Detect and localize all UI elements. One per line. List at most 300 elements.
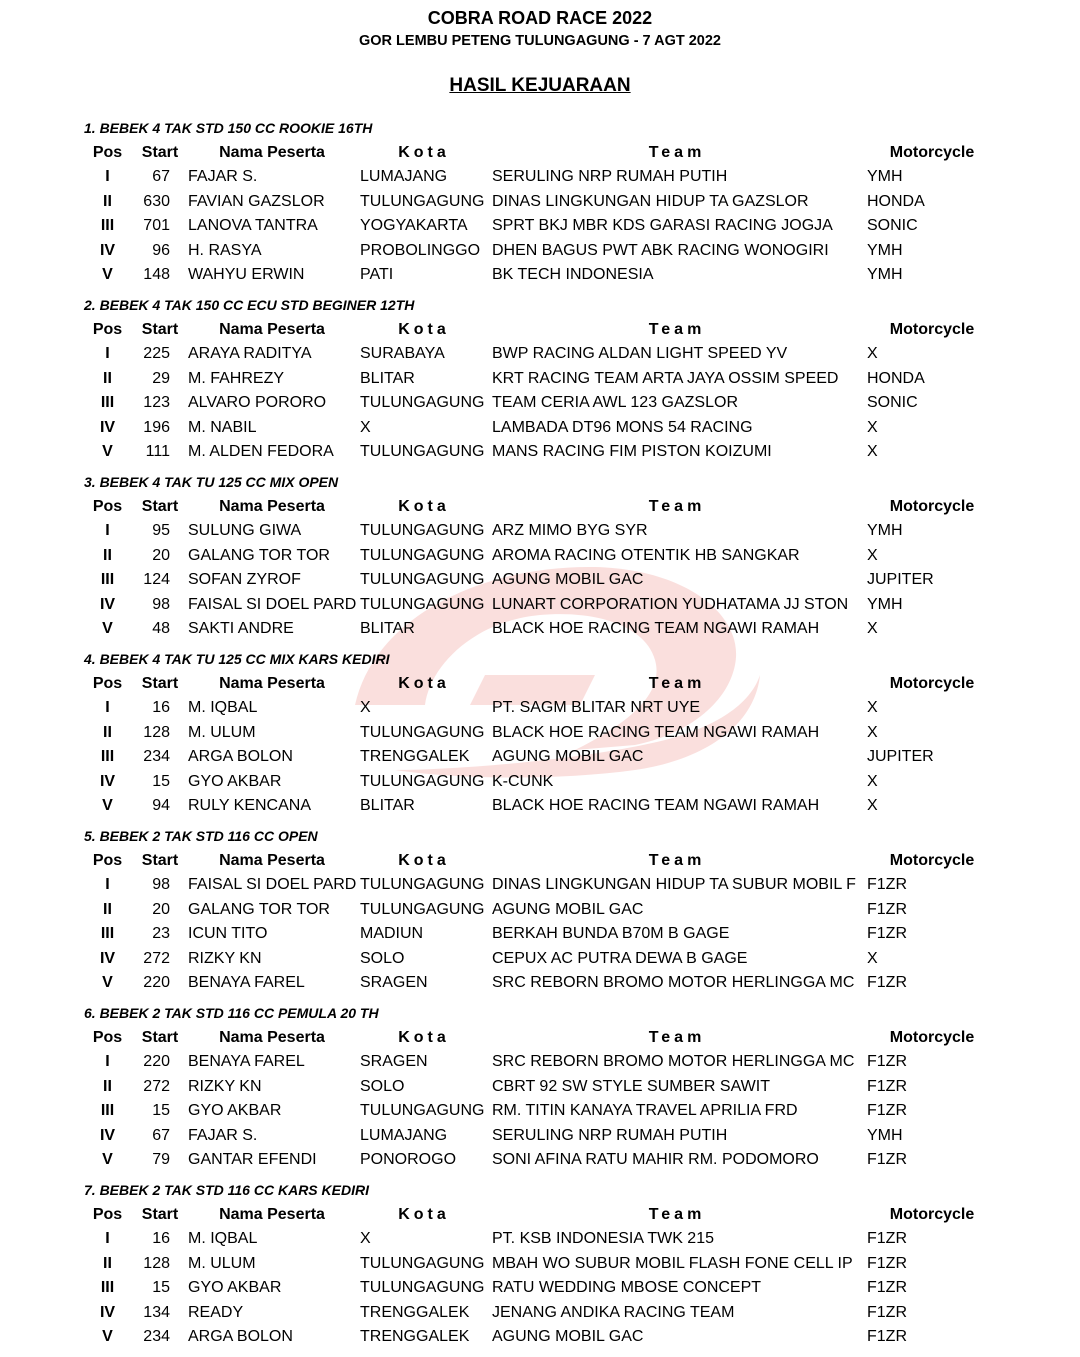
table-row	[0, 165, 1080, 189]
cell-start: 196	[143, 418, 170, 436]
cell-team: SONI AFINA RATU MAHIR RM. PODOMORO	[492, 1151, 819, 1168]
column-header-name: Nama Peserta	[219, 144, 325, 161]
cell-moto: X	[867, 949, 878, 967]
category-title: 1. BEBEK 4 TAK STD 150 CC ROOKIE 16TH	[84, 120, 373, 136]
cell-name: M. IQBAL	[188, 699, 258, 716]
cell-name: ALVARO PORORO	[188, 394, 327, 411]
table-row	[0, 794, 1080, 818]
cell-pos: III	[100, 925, 115, 942]
column-header-team: Team	[648, 144, 706, 161]
cell-team: PT. KSB INDONESIA TWK 215	[492, 1230, 714, 1247]
cell-team: BLACK HOE RACING TEAM NGAWI RAMAH	[492, 797, 820, 814]
race-category-section	[0, 1003, 1080, 1180]
table-row	[0, 721, 1080, 745]
cell-moto: F1ZR	[867, 900, 907, 918]
cell-pos: III	[100, 217, 115, 234]
cell-kota: TULUNGAGUNG	[360, 1254, 485, 1272]
cell-name: BENAYA FAREL	[188, 974, 305, 991]
cell-name: M. ALDEN FEDORA	[188, 443, 334, 460]
column-header-team: Team	[648, 321, 706, 338]
cell-name: GANTAR EFENDI	[188, 1151, 317, 1168]
cell-name: GYO AKBAR	[188, 1279, 282, 1296]
cell-kota: TRENGGALEK	[360, 1303, 470, 1321]
table-row	[0, 770, 1080, 794]
cell-team: MANS RACING FIM PISTON KOIZUMI	[492, 443, 772, 460]
table-row	[0, 971, 1080, 995]
cell-start: 220	[143, 974, 170, 991]
cell-name: RULY KENCANA	[188, 797, 311, 814]
cell-team: DHEN BAGUS PWT ABK RACING WONOGIRI	[492, 241, 829, 259]
column-header-pos: Pos	[92, 498, 123, 515]
cell-team: CEPUX AC PUTRA DEWA B GAGE	[492, 949, 748, 967]
cell-name: H. RASYA	[188, 241, 262, 259]
column-header-pos: Pos	[92, 675, 123, 692]
cell-kota: TRENGGALEK	[360, 748, 470, 765]
table-row	[0, 922, 1080, 946]
cell-team: KRT RACING TEAM ARTA JAYA OSSIM SPEED	[492, 369, 839, 387]
cell-start: 98	[152, 595, 170, 613]
cell-moto: F1ZR	[867, 1328, 907, 1345]
race-category-section	[0, 649, 1080, 826]
column-header-kota: Kota	[398, 852, 450, 869]
cell-name: SULUNG GIWA	[188, 522, 302, 539]
cell-pos: III	[100, 1279, 115, 1296]
table-header	[0, 141, 1080, 165]
cell-name: ARAYA RADITYA	[188, 345, 312, 362]
cell-moto: HONDA	[867, 369, 925, 387]
cell-team: AROMA RACING OTENTIK HB SANGKAR	[492, 546, 800, 564]
cell-start: 234	[143, 748, 170, 765]
cell-start: 124	[143, 571, 170, 588]
column-header-pos: Pos	[92, 1206, 123, 1223]
cell-kota: TULUNGAGUNG	[360, 900, 485, 918]
cell-name: SAKTI ANDRE	[188, 620, 294, 637]
cell-pos: IV	[99, 241, 116, 259]
cell-start: 96	[152, 241, 170, 259]
cell-pos: III	[100, 394, 115, 411]
cell-start: 67	[152, 168, 170, 185]
column-header-start: Start	[141, 1206, 179, 1223]
table-row	[0, 568, 1080, 592]
cell-name: M. ULUM	[188, 1254, 256, 1272]
cell-kota: X	[360, 1230, 371, 1247]
cell-team: AGUNG MOBIL GAC	[492, 900, 644, 918]
race-category-section	[0, 1180, 1080, 1357]
table-row	[0, 263, 1080, 287]
cell-start: 134	[143, 1303, 170, 1321]
cell-start: 98	[152, 876, 170, 893]
cell-pos: III	[100, 1102, 115, 1119]
cell-team: TEAM CERIA AWL 123 GAZSLOR	[492, 394, 738, 411]
cell-name: BENAYA FAREL	[188, 1053, 305, 1070]
table-row	[0, 190, 1080, 214]
cell-moto: F1ZR	[867, 925, 907, 942]
column-header-moto: Motorcycle	[889, 144, 975, 161]
results-heading-text: HASIL KEJUARAAN	[449, 75, 631, 96]
cell-moto: X	[867, 797, 878, 814]
cell-start: 630	[143, 192, 170, 210]
cell-kota: LUMAJANG	[360, 168, 448, 185]
cell-kota: TULUNGAGUNG	[360, 522, 485, 539]
cell-start: 95	[152, 522, 170, 539]
cell-name: GALANG TOR TOR	[188, 546, 330, 564]
cell-start: 67	[152, 1126, 170, 1144]
event-subtitle: GOR LEMBU PETENG TULUNGAGUNG - 7 AGT 2022	[359, 33, 721, 49]
table-header	[0, 849, 1080, 873]
table-row	[0, 391, 1080, 415]
cell-name: M. IQBAL	[188, 1230, 258, 1247]
table-row	[0, 873, 1080, 897]
cell-team: BWP RACING ALDAN LIGHT SPEED YV	[492, 345, 788, 362]
table-row	[0, 947, 1080, 971]
column-header-start: Start	[141, 1029, 179, 1046]
cell-pos: I	[105, 699, 110, 716]
cell-moto: F1ZR	[867, 1303, 907, 1321]
cell-start: 16	[152, 699, 170, 716]
column-header-kota: Kota	[398, 1206, 450, 1223]
cell-kota: TULUNGAGUNG	[360, 192, 485, 210]
table-row	[0, 342, 1080, 366]
column-header-team: Team	[648, 498, 706, 515]
cell-kota: PONOROGO	[360, 1151, 457, 1168]
cell-team: BLACK HOE RACING TEAM NGAWI RAMAH	[492, 723, 820, 741]
table-header	[0, 1203, 1080, 1227]
table-row	[0, 1148, 1080, 1172]
cell-start: 20	[152, 546, 170, 564]
cell-kota: SRAGEN	[360, 1053, 428, 1070]
cell-start: 15	[152, 772, 170, 790]
cell-moto: F1ZR	[867, 1254, 907, 1272]
cell-start: 148	[143, 266, 170, 283]
cell-start: 123	[143, 394, 170, 411]
column-header-moto: Motorcycle	[889, 321, 975, 338]
race-category-section	[0, 472, 1080, 649]
cell-moto: F1ZR	[867, 974, 907, 991]
column-header-kota: Kota	[398, 321, 450, 338]
cell-pos: V	[102, 443, 113, 460]
cell-kota: TULUNGAGUNG	[360, 723, 485, 741]
table-row	[0, 1099, 1080, 1123]
cell-start: 128	[143, 723, 170, 741]
cell-name: M. NABIL	[188, 418, 257, 436]
cell-moto: SONIC	[867, 217, 918, 234]
column-header-name: Nama Peserta	[219, 675, 325, 692]
cell-pos: IV	[99, 1303, 116, 1321]
cell-team: JENANG ANDIKA RACING TEAM	[492, 1303, 735, 1321]
cell-pos: IV	[99, 949, 116, 967]
cell-start: 15	[152, 1279, 170, 1296]
cell-start: 220	[143, 1053, 170, 1070]
cell-kota: TULUNGAGUNG	[360, 571, 485, 588]
cell-kota: SOLO	[360, 1077, 405, 1095]
table-row	[0, 1050, 1080, 1074]
table-row	[0, 1227, 1080, 1251]
table-row	[0, 593, 1080, 617]
race-category-section	[0, 118, 1080, 295]
table-row	[0, 367, 1080, 391]
cell-moto: YMH	[867, 1126, 903, 1144]
cell-pos: I	[105, 345, 110, 362]
cell-team: SERULING NRP RUMAH PUTIH	[492, 1126, 728, 1144]
cell-moto: X	[867, 620, 878, 637]
cell-team: BK TECH INDONESIA	[492, 266, 654, 283]
cell-name: FAJAR S.	[188, 168, 258, 185]
cell-name: M. FAHREZY	[188, 369, 285, 387]
cell-moto: X	[867, 699, 878, 716]
cell-name: FAISAL SI DOEL PARD	[188, 595, 357, 613]
cell-moto: JUPITER	[867, 571, 934, 588]
cell-name: FAJAR S.	[188, 1126, 258, 1144]
cell-moto: X	[867, 723, 878, 741]
cell-name: ARGA BOLON	[188, 1328, 293, 1345]
cell-moto: F1ZR	[867, 1077, 907, 1095]
cell-start: 23	[152, 925, 170, 942]
cell-pos: V	[102, 266, 113, 283]
column-header-start: Start	[141, 321, 179, 338]
cell-start: 94	[152, 797, 170, 814]
cell-name: READY	[188, 1303, 244, 1321]
cell-pos: V	[102, 620, 113, 637]
cell-kota: TULUNGAGUNG	[360, 595, 485, 613]
cell-pos: II	[103, 192, 112, 210]
cell-name: RIZKY KN	[188, 1077, 262, 1095]
cell-start: 48	[152, 620, 170, 637]
table-row	[0, 1252, 1080, 1276]
cell-team: DINAS LINGKUNGAN HIDUP TA SUBUR MOBIL F	[492, 876, 856, 893]
cell-kota: TULUNGAGUNG	[360, 443, 485, 460]
cell-pos: IV	[99, 418, 116, 436]
column-header-name: Nama Peserta	[219, 852, 325, 869]
cell-moto: YMH	[867, 522, 903, 539]
results-heading	[0, 74, 1080, 98]
cell-start: 29	[152, 369, 170, 387]
cell-moto: YMH	[867, 595, 903, 613]
column-header-moto: Motorcycle	[889, 1206, 975, 1223]
cell-pos: I	[105, 522, 110, 539]
cell-pos: III	[100, 571, 115, 588]
cell-moto: JUPITER	[867, 748, 934, 765]
cell-moto: X	[867, 546, 878, 564]
cell-kota: TULUNGAGUNG	[360, 394, 485, 411]
cell-start: 128	[143, 1254, 170, 1272]
table-row	[0, 544, 1080, 568]
cell-kota: TULUNGAGUNG	[360, 1279, 485, 1296]
category-title: 5. BEBEK 2 TAK STD 116 CC OPEN	[84, 828, 318, 844]
cell-team: DINAS LINGKUNGAN HIDUP TA GAZSLOR	[492, 192, 809, 210]
cell-team: AGUNG MOBIL GAC	[492, 748, 644, 765]
cell-moto: SONIC	[867, 394, 918, 411]
cell-kota: YOGYAKARTA	[360, 217, 468, 234]
cell-pos: II	[103, 369, 112, 387]
cell-pos: V	[102, 797, 113, 814]
cell-moto: F1ZR	[867, 1053, 907, 1070]
cell-start: 272	[143, 949, 170, 967]
cell-kota: BLITAR	[360, 369, 415, 387]
results-sections	[0, 118, 1080, 1357]
column-header-name: Nama Peserta	[219, 498, 325, 515]
cell-name: SOFAN ZYROF	[188, 571, 301, 588]
cell-kota: X	[360, 699, 371, 716]
column-header-pos: Pos	[92, 321, 123, 338]
column-header-kota: Kota	[398, 675, 450, 692]
column-header-pos: Pos	[92, 144, 123, 161]
cell-kota: PATI	[360, 266, 394, 283]
table-row	[0, 617, 1080, 641]
cell-pos: II	[103, 546, 112, 564]
column-header-pos: Pos	[92, 852, 123, 869]
column-header-name: Nama Peserta	[219, 1206, 325, 1223]
cell-pos: V	[102, 1151, 113, 1168]
column-header-team: Team	[648, 852, 706, 869]
cell-moto: YMH	[867, 266, 903, 283]
cell-kota: MADIUN	[360, 925, 424, 942]
cell-team: BERKAH BUNDA B70M B GAGE	[492, 925, 730, 942]
cell-start: 79	[152, 1151, 170, 1168]
cell-name: FAVIAN GAZSLOR	[188, 192, 325, 210]
cell-pos: II	[103, 900, 112, 918]
page-title: COBRA ROAD RACE 2022	[427, 8, 653, 28]
cell-name: ICUN TITO	[188, 925, 268, 942]
cell-kota: PROBOLINGGO	[360, 241, 481, 259]
cell-kota: X	[360, 418, 371, 436]
column-header-start: Start	[141, 675, 179, 692]
table-header	[0, 495, 1080, 519]
column-header-name: Nama Peserta	[219, 321, 325, 338]
cell-kota: TULUNGAGUNG	[360, 1102, 485, 1119]
race-category-section	[0, 295, 1080, 472]
race-category-section	[0, 826, 1080, 1003]
cell-name: WAHYU ERWIN	[188, 266, 305, 283]
table-row	[0, 696, 1080, 720]
cell-team: AGUNG MOBIL GAC	[492, 1328, 644, 1345]
column-header-team: Team	[648, 675, 706, 692]
cell-moto: X	[867, 418, 878, 436]
category-title: 2. BEBEK 4 TAK 150 CC ECU STD BEGINER 12TH	[84, 297, 415, 313]
cell-moto: YMH	[867, 168, 903, 185]
cell-kota: TULUNGAGUNG	[360, 772, 485, 790]
table-row	[0, 239, 1080, 263]
table-row	[0, 214, 1080, 238]
cell-team: PT. SAGM BLITAR NRT UYE	[492, 699, 701, 716]
column-header-kota: Kota	[398, 498, 450, 515]
cell-name: GYO AKBAR	[188, 772, 282, 790]
column-header-start: Start	[141, 144, 179, 161]
column-header-kota: Kota	[398, 1029, 450, 1046]
cell-moto: F1ZR	[867, 1151, 907, 1168]
table-row	[0, 416, 1080, 440]
column-header-moto: Motorcycle	[889, 675, 975, 692]
cell-team: BLACK HOE RACING TEAM NGAWI RAMAH	[492, 620, 820, 637]
column-header-team: Team	[648, 1029, 706, 1046]
column-header-moto: Motorcycle	[889, 1029, 975, 1046]
table-row	[0, 1325, 1080, 1349]
cell-moto: X	[867, 345, 878, 362]
cell-team: SRC REBORN BROMO MOTOR HERLINGGA MC	[492, 1053, 855, 1070]
table-row	[0, 898, 1080, 922]
cell-start: 234	[143, 1328, 170, 1345]
cell-team: MBAH WO SUBUR MOBIL FLASH FONE CELL IP	[492, 1254, 853, 1272]
cell-start: 20	[152, 900, 170, 918]
cell-kota: BLITAR	[360, 797, 415, 814]
column-header-start: Start	[141, 498, 179, 515]
cell-name: ARGA BOLON	[188, 748, 293, 765]
cell-kota: LUMAJANG	[360, 1126, 448, 1144]
cell-team: K-CUNK	[492, 772, 554, 790]
category-title: 6. BEBEK 2 TAK STD 116 CC PEMULA 20 TH	[84, 1005, 379, 1021]
cell-kota: TRENGGALEK	[360, 1328, 470, 1345]
cell-start: 225	[143, 345, 170, 362]
column-header-team: Team	[648, 1206, 706, 1223]
cell-team: LAMBADA DT96 MONS 54 RACING	[492, 418, 753, 436]
cell-pos: II	[103, 1254, 112, 1272]
cell-pos: I	[105, 876, 110, 893]
category-title: 4. BEBEK 4 TAK TU 125 CC MIX KARS KEDIRI	[84, 651, 390, 667]
cell-team: ARZ MIMO BYG SYR	[492, 522, 648, 539]
cell-pos: III	[100, 748, 115, 765]
cell-pos: I	[105, 1230, 110, 1247]
cell-moto: F1ZR	[867, 1279, 907, 1296]
cell-start: 16	[152, 1230, 170, 1247]
cell-kota: SRAGEN	[360, 974, 428, 991]
table-row	[0, 1276, 1080, 1300]
table-row	[0, 440, 1080, 464]
cell-pos: IV	[99, 1126, 116, 1144]
cell-start: 272	[143, 1077, 170, 1095]
cell-team: RM. TITIN KANAYA TRAVEL APRILIA FRD	[492, 1102, 798, 1119]
cell-name: GALANG TOR TOR	[188, 900, 330, 918]
cell-name: RIZKY KN	[188, 949, 262, 967]
cell-team: SPRT BKJ MBR KDS GARASI RACING JOGJA	[492, 217, 833, 234]
cell-team: CBRT 92 SW STYLE SUMBER SAWIT	[492, 1077, 770, 1095]
cell-name: GYO AKBAR	[188, 1102, 282, 1119]
column-header-moto: Motorcycle	[889, 498, 975, 515]
cell-pos: I	[105, 168, 110, 185]
cell-start: 701	[143, 217, 170, 234]
cell-kota: TULUNGAGUNG	[360, 546, 485, 564]
table-row	[0, 1124, 1080, 1148]
column-header-pos: Pos	[92, 1029, 123, 1046]
table-header	[0, 318, 1080, 342]
cell-moto: F1ZR	[867, 1230, 907, 1247]
cell-pos: IV	[99, 595, 116, 613]
cell-name: M. ULUM	[188, 723, 256, 741]
cell-moto: X	[867, 443, 878, 460]
cell-team: AGUNG MOBIL GAC	[492, 571, 644, 588]
column-header-kota: Kota	[398, 144, 450, 161]
cell-team: SERULING NRP RUMAH PUTIH	[492, 168, 728, 185]
category-title: 3. BEBEK 4 TAK TU 125 CC MIX OPEN	[84, 474, 339, 490]
cell-pos: IV	[99, 772, 116, 790]
cell-moto: HONDA	[867, 192, 925, 210]
table-row	[0, 1301, 1080, 1325]
column-header-name: Nama Peserta	[219, 1029, 325, 1046]
cell-pos: V	[102, 974, 113, 991]
column-header-moto: Motorcycle	[889, 852, 975, 869]
cell-kota: SURABAYA	[360, 345, 445, 362]
cell-moto: YMH	[867, 241, 903, 259]
table-row	[0, 745, 1080, 769]
cell-pos: I	[105, 1053, 110, 1070]
cell-kota: BLITAR	[360, 620, 415, 637]
column-header-start: Start	[141, 852, 179, 869]
cell-pos: II	[103, 723, 112, 741]
cell-moto: F1ZR	[867, 876, 907, 893]
table-row	[0, 519, 1080, 543]
cell-moto: X	[867, 772, 878, 790]
table-header	[0, 672, 1080, 696]
cell-kota: SOLO	[360, 949, 405, 967]
cell-start: 111	[145, 443, 170, 460]
